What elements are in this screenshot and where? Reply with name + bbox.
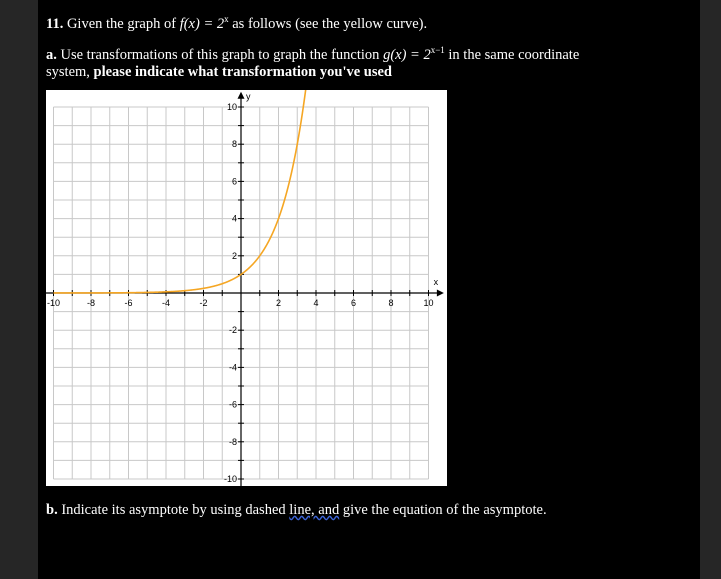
x-tick-label: -8 bbox=[86, 298, 96, 308]
x-tick-label: 4 bbox=[313, 298, 319, 308]
question-number: 11. bbox=[46, 16, 64, 32]
question-title-pre: Given the graph of bbox=[63, 16, 180, 32]
part-b-label: b. bbox=[46, 502, 58, 518]
x-tick-label: 8 bbox=[388, 298, 394, 308]
part-a-text-post: in the same coordinate bbox=[444, 47, 580, 63]
x-tick-label: 10 bbox=[423, 298, 434, 308]
x-tick-label: -6 bbox=[124, 298, 133, 308]
part-b-text-pre: Indicate its asymptote by using dashed bbox=[57, 502, 290, 518]
x-tick-label: 6 bbox=[350, 298, 357, 308]
y-tick-label: 6 bbox=[231, 176, 237, 187]
part-a-line2 bbox=[46, 64, 392, 81]
part-b-text-post: give the equation of the asymptote. bbox=[339, 502, 547, 518]
part-a-line2-bold: please indicate what transformation you've used bbox=[93, 64, 392, 80]
y-axis-arrow bbox=[238, 92, 245, 99]
y-tick-label: -8 bbox=[228, 436, 237, 447]
y-tick-label: -10 bbox=[223, 474, 237, 484]
graph-svg bbox=[46, 90, 447, 486]
y-tick-label: 4 bbox=[231, 213, 237, 224]
y-tick-label: 10 bbox=[226, 102, 237, 112]
y-tick-label: 2 bbox=[231, 250, 237, 261]
y-tick-label: -6 bbox=[228, 399, 237, 410]
part-a-line2-pre: system, bbox=[46, 64, 94, 80]
function-g: g(x) = 2 bbox=[383, 47, 431, 63]
question-title-post: as follows (see the yellow curve). bbox=[228, 16, 428, 32]
function-f-exponent: x bbox=[224, 14, 229, 24]
question-title bbox=[46, 14, 427, 33]
y-tick-label: -2 bbox=[228, 325, 237, 336]
part-b-squiggle-text: line, and bbox=[289, 502, 340, 518]
y-tick-label: 8 bbox=[231, 139, 237, 150]
x-axis-label: x bbox=[433, 277, 439, 287]
function-f: f(x) = 2 bbox=[179, 16, 225, 32]
x-tick-label: -10 bbox=[46, 298, 61, 308]
x-tick-label: -2 bbox=[199, 298, 208, 308]
x-tick-label: 2 bbox=[275, 298, 282, 308]
x-tick-label: -4 bbox=[161, 298, 171, 308]
y-tick-label: -4 bbox=[228, 362, 237, 373]
function-g-exponent: x−1 bbox=[430, 45, 445, 55]
part-b-line bbox=[46, 502, 547, 519]
y-axis-label: y bbox=[246, 91, 251, 102]
coordinate-graph bbox=[46, 90, 447, 486]
x-axis-arrow bbox=[437, 290, 444, 297]
part-a-line1 bbox=[46, 45, 579, 64]
part-a-label: a. bbox=[46, 47, 57, 63]
part-a-text-pre: Use transformations of this graph to graph the function bbox=[56, 47, 384, 63]
